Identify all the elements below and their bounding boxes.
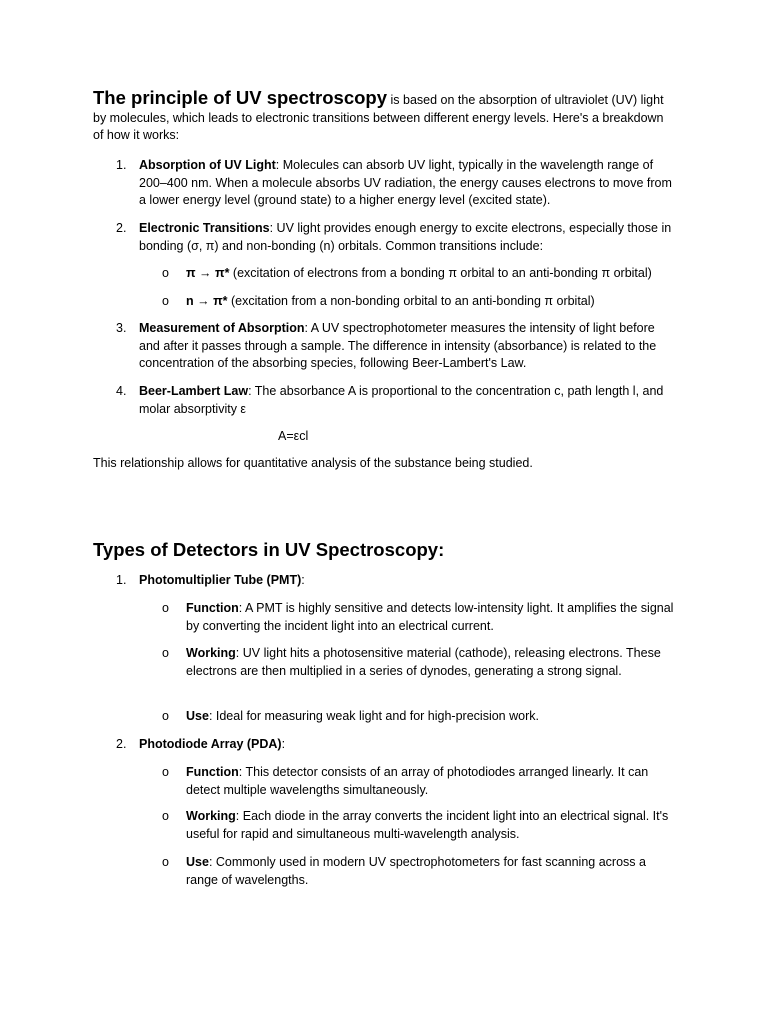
point-text [186, 708, 678, 726]
intro-paragraph [93, 89, 673, 145]
item-number: 1. [116, 573, 127, 587]
item-number: 4. [116, 384, 127, 398]
point-term: Use [186, 709, 209, 723]
transition-term: π → π* [186, 266, 230, 280]
transition-body: (excitation from a non-bonding orbital to an anti-bonding π orbital) [227, 294, 595, 308]
bullet: o [162, 809, 169, 823]
point-term: Function [186, 765, 239, 779]
item-number: 1. [116, 158, 127, 172]
bullet: o [162, 601, 169, 615]
detector-name: Photomultiplier Tube (PMT) [139, 573, 302, 587]
intro-text: is based on the absorption of ultraviolet (UV) light by molecules, which leads to electronic transitions between different energy levels. Here's a breakdown of how it works: [93, 93, 664, 142]
conclusion-paragraph: This relationship allows for quantitative analysis of the substance being studied. [93, 456, 533, 470]
bullet: o [162, 765, 169, 779]
point-text [186, 764, 678, 799]
item-number: 2. [116, 737, 127, 751]
item-body: : A UV spectrophotometer measures the intensity of light before and after it passes through a sample. The difference in intensity (absorbance) is related to the concentration of the absorbing species, following Beer-Lambert's Law. [139, 321, 657, 370]
item-number: 3. [116, 321, 127, 335]
point-text [186, 854, 678, 889]
item-term: Electronic Transitions [139, 221, 270, 235]
item-term: Absorption of UV Light [139, 158, 276, 172]
transition-term: n → π* [186, 294, 228, 308]
detector-suffix: : [301, 573, 305, 587]
item-term: Measurement of Absorption [139, 321, 305, 335]
bullet: o [162, 266, 169, 280]
point-term: Function [186, 601, 239, 615]
item-body: : The absorbance A is proportional to the concentration c, path length l, and molar absorptivity ε [139, 384, 664, 416]
item-body: : Molecules can absorb UV light, typically in the wavelength range of 200–400 nm. When a molecule absorbs UV radiation, the energy causes electrons to move from a lower energy level (ground state) to a higher energy level (excited state). [139, 158, 672, 207]
point-term: Use [186, 855, 209, 869]
point-body: : Each diode in the array converts the incident light into an electrical signal. It's useful for rapid and simultaneous multi-wavelength analysis. [186, 809, 669, 841]
item-term: Beer-Lambert Law [139, 384, 249, 398]
detector-suffix: : [281, 737, 286, 751]
section1-title: The principle of UV spectroscopy [93, 87, 388, 108]
point-term: Working [186, 646, 236, 660]
detector-heading [139, 572, 673, 590]
bullet: o [162, 709, 169, 723]
transition-body: (excitation of electrons from a bonding π orbital to an anti-bonding π orbital) [229, 266, 652, 280]
item-text [139, 220, 673, 255]
item-text [139, 157, 673, 210]
point-body: : This detector consists of an array of photodiodes arranged linearly. It can detect multiple wavelengths simultaneously. [186, 765, 649, 797]
point-body: : UV light hits a photosensitive material (cathode), releasing electrons. These electrons are then multiplied in a series of dynodes, generating a strong signal. [186, 646, 661, 678]
beer-lambert-equation: A=εcl [278, 429, 309, 443]
point-text [186, 808, 678, 843]
point-body: : A PMT is highly sensitive and detects low-intensity light. It amplifies the signal by converting the incident light into an electrical current. [186, 601, 674, 633]
bullet: o [162, 855, 169, 869]
item-text [139, 320, 673, 373]
section2-title: Types of Detectors in UV Spectroscopy: [93, 539, 445, 560]
point-body: : Commonly used in modern UV spectrophotometers for fast scanning across a range of wavelengths. [186, 855, 646, 887]
bullet: o [162, 294, 169, 308]
transition-text [186, 265, 678, 283]
bullet: o [162, 646, 169, 660]
point-term: Working [186, 809, 236, 823]
detector-heading [139, 736, 673, 754]
item-number: 2. [116, 221, 127, 235]
item-text [139, 383, 673, 418]
point-text [186, 600, 678, 635]
detector-name: Photodiode Array (PDA) [139, 737, 282, 751]
transition-text [186, 293, 678, 311]
point-body: : Ideal for measuring weak light and for high-precision work. [208, 709, 539, 723]
point-text [186, 645, 678, 680]
item-body: : UV light provides enough energy to excite electrons, especially those in bonding (σ, π) and non-bonding (n) orbitals. Common transitions include: [139, 221, 672, 253]
